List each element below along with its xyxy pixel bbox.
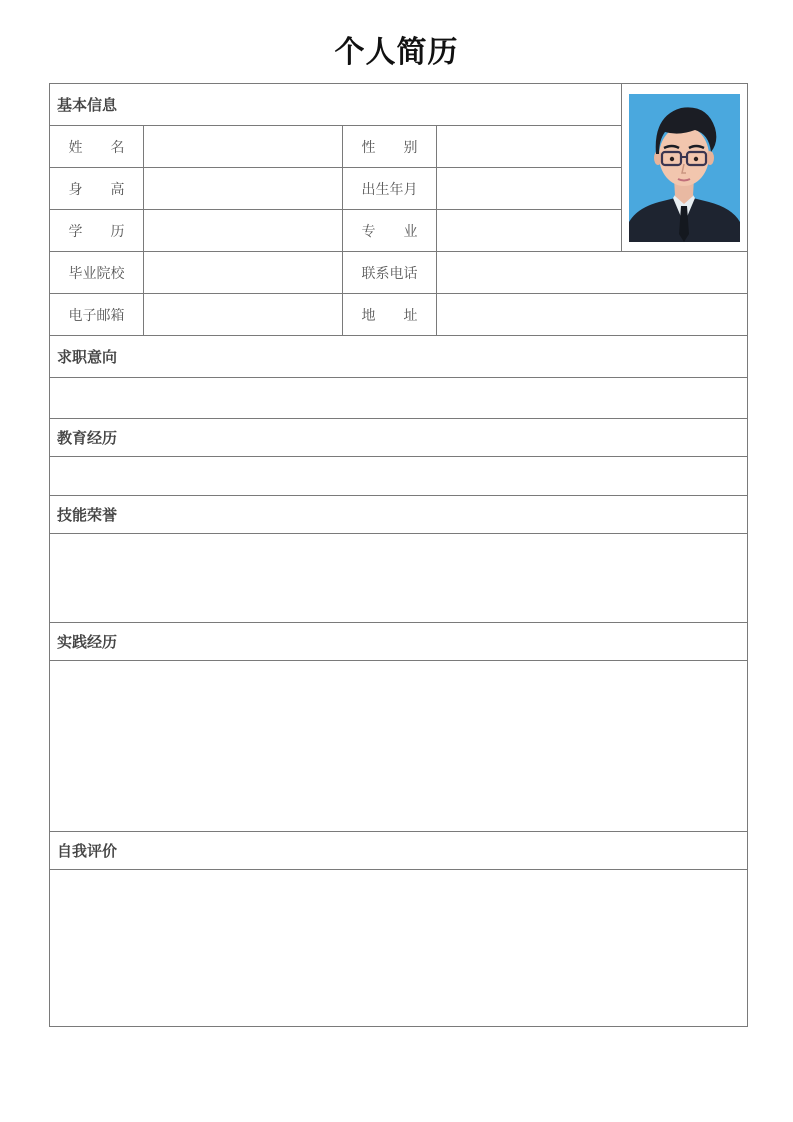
- school-field[interactable]: [144, 252, 343, 294]
- photo-cell: [622, 84, 748, 252]
- practice-content[interactable]: [50, 661, 748, 832]
- basic-info-heading: 基本信息: [50, 84, 622, 126]
- self-evaluation-heading: 自我评价: [50, 832, 748, 870]
- job-intention-header-row: [50, 336, 748, 378]
- birth-date-label: 出生年月: [343, 168, 437, 210]
- basic-info-header-row: [50, 84, 748, 126]
- self-evaluation-header-row: [50, 832, 748, 870]
- self-evaluation-content-row: [50, 870, 748, 1027]
- phone-field[interactable]: [437, 252, 748, 294]
- basic-info-row: [50, 294, 748, 336]
- education-header-row: [50, 419, 748, 457]
- education-heading: 教育经历: [50, 419, 748, 457]
- phone-label: 联系电话: [343, 252, 437, 294]
- page-title: 个人简历: [334, 35, 459, 70]
- self-evaluation-content[interactable]: [50, 870, 748, 1027]
- gender-field[interactable]: [437, 126, 622, 168]
- skills-content[interactable]: [50, 534, 748, 623]
- job-intention-content[interactable]: [50, 378, 748, 419]
- job-intention-heading: 求职意向: [50, 336, 748, 378]
- practice-header-row: [50, 623, 748, 661]
- education-level-field[interactable]: [144, 210, 343, 252]
- email-label: 电子邮箱: [50, 294, 144, 336]
- id-photo: [629, 94, 740, 242]
- birth-date-field[interactable]: [437, 168, 622, 210]
- resume-table: [49, 83, 748, 1027]
- email-field[interactable]: [144, 294, 343, 336]
- practice-content-row: [50, 661, 748, 832]
- name-field[interactable]: [144, 126, 343, 168]
- id-photo-avatar-icon: [629, 94, 740, 242]
- skills-heading: 技能荣誉: [50, 496, 748, 534]
- school-label: 毕业院校: [50, 252, 144, 294]
- practice-heading: 实践经历: [50, 623, 748, 661]
- education-level-label: 学 历: [50, 210, 144, 252]
- education-content[interactable]: [50, 457, 748, 496]
- education-content-row: [50, 457, 748, 496]
- height-field[interactable]: [144, 168, 343, 210]
- height-label: 身 高: [50, 168, 144, 210]
- major-field[interactable]: [437, 210, 622, 252]
- name-label: 姓 名: [50, 126, 144, 168]
- major-label: 专 业: [343, 210, 437, 252]
- skills-header-row: [50, 496, 748, 534]
- skills-content-row: [50, 534, 748, 623]
- gender-label: 性 别: [343, 126, 437, 168]
- job-intention-content-row: [50, 378, 748, 419]
- address-field[interactable]: [437, 294, 748, 336]
- address-label: 地 址: [343, 294, 437, 336]
- basic-info-row: [50, 252, 748, 294]
